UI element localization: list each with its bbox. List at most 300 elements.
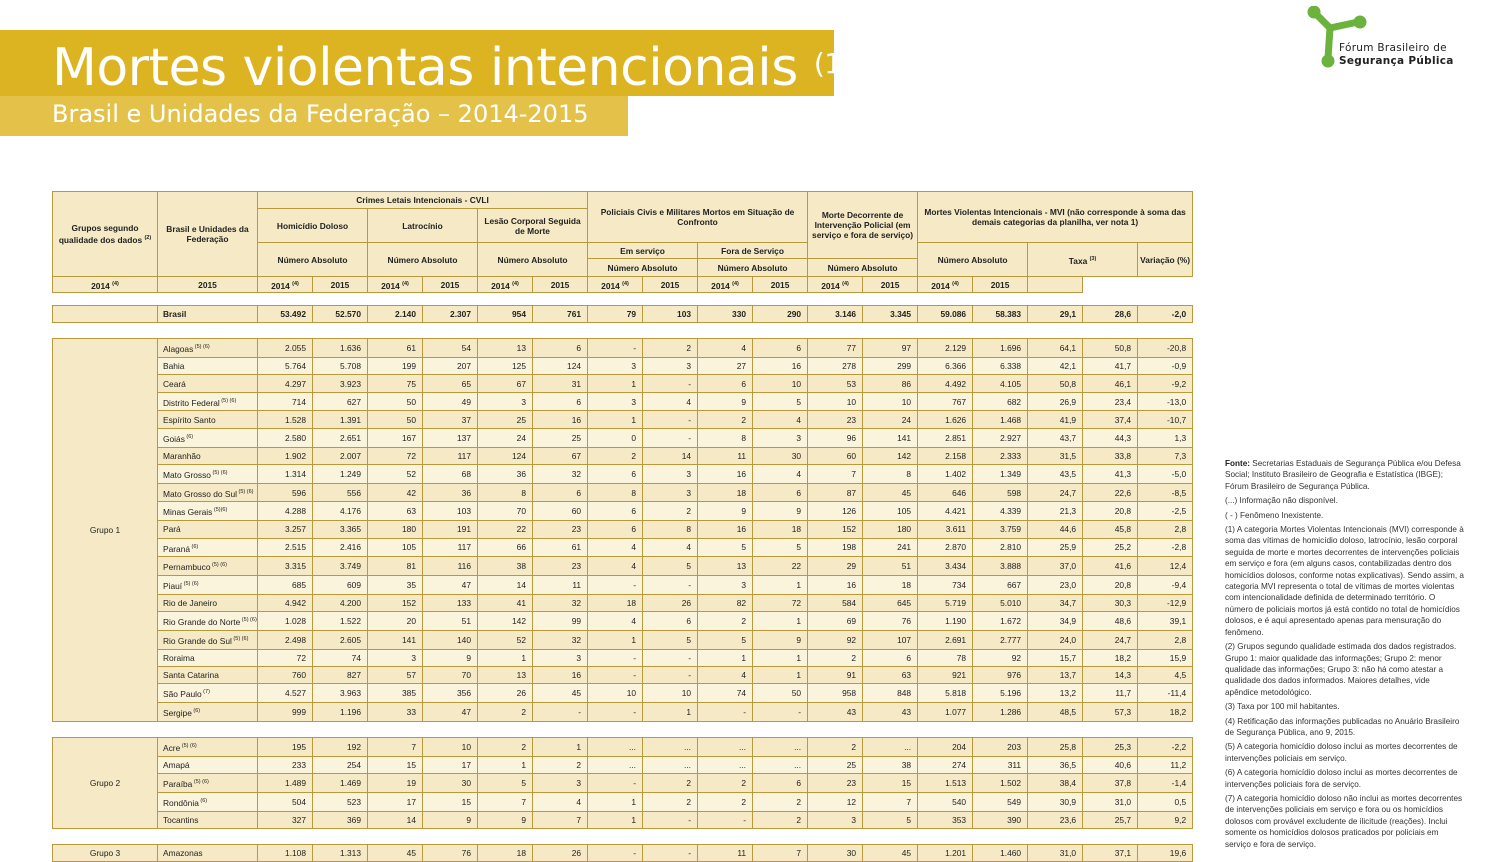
uf-note: (5) (6) [182, 581, 199, 588]
header-year-2015: 2015 [643, 277, 698, 293]
uf-cell: Rio Grande do Norte $^{(5) (6)}$ [158, 612, 258, 631]
header-em-servico: Em serviço [588, 243, 698, 259]
value-cell: -2,5 [1138, 502, 1193, 521]
value-cell: 92 [973, 649, 1028, 666]
table-row [53, 502, 1193, 521]
value-cell: 65 [423, 375, 478, 392]
value-cell: 28,6 [1083, 306, 1138, 323]
value-cell: 1.349 [973, 464, 1028, 483]
value-cell: 105 [368, 538, 423, 557]
value-cell: 7 [478, 792, 533, 811]
value-cell: 3 [533, 774, 588, 793]
value-cell: 43,5 [1028, 464, 1083, 483]
value-cell: 16 [698, 464, 753, 483]
value-cell: 13,2 [1028, 684, 1083, 703]
value-cell: 2.691 [918, 631, 973, 650]
value-cell: ... [863, 738, 918, 757]
value-cell: 646 [918, 483, 973, 502]
table-row [53, 811, 1193, 828]
value-cell: 142 [863, 447, 918, 464]
value-cell: 72 [258, 649, 313, 666]
value-cell: 74 [698, 684, 753, 703]
value-cell: 3.365 [313, 521, 368, 538]
value-cell: 2 [478, 738, 533, 757]
value-cell: 627 [313, 392, 368, 411]
note-item: (5) A categoria homicídio doloso inclui as mortes decorrentes de intervenções policiais em serviço. [1225, 742, 1458, 763]
value-cell: 57 [368, 667, 423, 684]
value-cell: 44,3 [1083, 428, 1138, 447]
value-cell: 46,1 [1083, 375, 1138, 392]
value-cell: 26 [478, 684, 533, 703]
value-cell: 4.492 [918, 375, 973, 392]
value-cell: 13 [478, 339, 533, 358]
value-cell: - [588, 703, 643, 722]
notes [1225, 458, 1465, 853]
uf-note: (5) (6) [210, 562, 227, 569]
value-cell: - [643, 811, 698, 828]
table-row [53, 703, 1193, 722]
value-cell: 1.249 [313, 464, 368, 483]
header-mvi-abs: Número Absoluto [918, 243, 1028, 277]
value-cell: 14,3 [1083, 667, 1138, 684]
header-year-2015: 2015 [158, 277, 258, 293]
value-cell: 41,7 [1083, 358, 1138, 375]
value-cell: 16 [533, 667, 588, 684]
value-cell: 2 [643, 339, 698, 358]
value-cell: 18,2 [1083, 649, 1138, 666]
table-row [53, 538, 1193, 557]
value-cell: 52 [368, 464, 423, 483]
value-cell: 682 [973, 392, 1028, 411]
value-cell: 52 [478, 631, 533, 650]
value-cell: 24,0 [1028, 631, 1083, 650]
value-cell: 48,6 [1083, 612, 1138, 631]
value-cell: 2 [808, 738, 863, 757]
value-cell: 22 [753, 557, 808, 576]
value-cell: 82 [698, 594, 753, 611]
header-year-2015: 2015 [863, 277, 918, 293]
value-cell: -2,2 [1138, 738, 1193, 757]
value-cell: 29 [808, 557, 863, 576]
note-item: (...) Informação não disponível. [1225, 496, 1338, 506]
value-cell: 72 [368, 447, 423, 464]
uf-cell: Roraima [158, 649, 258, 666]
value-cell: 2.140 [368, 306, 423, 323]
group-cell: Grupo 2 [53, 738, 158, 829]
value-cell: 25 [533, 428, 588, 447]
value-cell: 69 [808, 612, 863, 631]
header-lesao: Lesão Corporal Seguida de Morte [478, 209, 588, 243]
value-cell: 92 [808, 631, 863, 650]
value-cell: 17 [423, 756, 478, 773]
value-cell: 233 [258, 756, 313, 773]
value-cell: 1 [478, 756, 533, 773]
value-cell: - [588, 845, 643, 862]
value-cell: 18 [698, 483, 753, 502]
value-cell: 1.469 [313, 774, 368, 793]
table-gap [53, 829, 1193, 845]
value-cell: 921 [918, 667, 973, 684]
value-cell: 87 [808, 483, 863, 502]
table-row [53, 392, 1193, 411]
header-grupos: Grupos segundo qualidade dos dados $^{(2)}$ [53, 192, 158, 277]
table-row [53, 738, 1193, 757]
value-cell: 31,0 [1083, 792, 1138, 811]
value-cell: 43 [808, 703, 863, 722]
table-row [53, 375, 1193, 392]
value-cell: 27 [698, 358, 753, 375]
value-cell: 4.339 [973, 502, 1028, 521]
value-cell: 4 [643, 392, 698, 411]
value-cell: 2 [478, 703, 533, 722]
table-row [53, 358, 1193, 375]
value-cell: 26 [533, 845, 588, 862]
value-cell: 1 [753, 612, 808, 631]
value-cell: ... [698, 756, 753, 773]
value-cell: 7 [753, 845, 808, 862]
value-cell: 1.902 [258, 447, 313, 464]
page-subtitle: Brasil e Unidades da Federação – 2014-2015 [52, 100, 589, 128]
table-row [53, 612, 1193, 631]
value-cell: 15,7 [1028, 649, 1083, 666]
value-cell: 1.489 [258, 774, 313, 793]
value-cell: 41 [478, 594, 533, 611]
value-cell: 714 [258, 392, 313, 411]
value-cell: 3 [643, 358, 698, 375]
value-cell: 32 [533, 631, 588, 650]
value-cell: 2 [698, 612, 753, 631]
value-cell: 6 [753, 774, 808, 793]
value-cell: 767 [918, 392, 973, 411]
table-row [53, 447, 1193, 464]
uf-note: (5)(6) [212, 507, 228, 514]
value-cell: 1.626 [918, 411, 973, 428]
value-cell: 241 [863, 538, 918, 557]
header-cvli: Crimes Letais Intencionais - CVLI [258, 192, 588, 209]
value-cell: 53 [808, 375, 863, 392]
value-cell: 47 [423, 576, 478, 595]
header-policiais: Policiais Civis e Militares Mortos em Situação de Confronto [588, 192, 808, 243]
value-cell: 3 [753, 428, 808, 447]
value-cell: 5 [753, 538, 808, 557]
value-cell: 15 [423, 792, 478, 811]
value-cell: 2.870 [918, 538, 973, 557]
value-cell: 2 [643, 774, 698, 793]
value-cell: 107 [863, 631, 918, 650]
value-cell: 7,3 [1138, 447, 1193, 464]
uf-cell: Sergipe $^{(6)}$ [158, 703, 258, 722]
value-cell: - [643, 428, 698, 447]
value-cell: 327 [258, 811, 313, 828]
value-cell: 180 [368, 521, 423, 538]
header-year-2014: 2014 $^{(4)}$ [368, 277, 423, 293]
value-cell: 25,8 [1028, 738, 1083, 757]
value-cell: 9 [698, 502, 753, 521]
value-cell: 17 [368, 792, 423, 811]
value-cell: 52.570 [313, 306, 368, 323]
uf-note: (5) (6) [237, 488, 254, 495]
note-item: (1) A categoria Mortes Violentas Intencionais (MVI) corresponde à soma das vítimas de homicídio doloso, latrocínio, lesão corporal seguida de morte e mortes decorrentes de intervenções policiais em serviço e fora (em alguns casos, contabilizadas dentro dos homicídios dolosos, conforme notas explicativas). Sendo assim, a categoria MVI representa o total de vítimas de mortes violentas com intencionalidade definida de determinado território. O número de policiais mortos já está contido no total de homicídios dolosos, e é aqui apresentado apenas para mensuração do fenômeno. [1225, 525, 1464, 637]
value-cell: 2 [643, 792, 698, 811]
value-cell: 66 [478, 538, 533, 557]
value-cell: - [588, 649, 643, 666]
mvi-table [52, 191, 1193, 862]
value-cell: 2.651 [313, 428, 368, 447]
value-cell: - [643, 667, 698, 684]
value-cell: 207 [423, 358, 478, 375]
table-row [53, 774, 1193, 793]
value-cell: 667 [973, 576, 1028, 595]
value-cell: 2,8 [1138, 521, 1193, 538]
value-cell: 2.498 [258, 631, 313, 650]
value-cell: ... [643, 738, 698, 757]
value-cell: 1.108 [258, 845, 313, 862]
value-cell: 1 [478, 649, 533, 666]
header-year-2015: 2015 [313, 277, 368, 293]
value-cell: 75 [368, 375, 423, 392]
value-cell: 4 [533, 792, 588, 811]
header-mvi: Mortes Violentas Intencionais - MVI (não corresponde à soma das demais categorias da planilha, ver nota 1) [918, 192, 1193, 243]
table-body [53, 293, 1193, 862]
note-item: (3) Taxa por 100 mil habitantes. [1225, 702, 1340, 712]
header-em-servico-abs: Número Absoluto [588, 259, 698, 277]
uf-note: (6) [184, 433, 194, 440]
uf-cell: Mato Grosso $^{(5) (6)}$ [158, 464, 258, 483]
uf-note: (5) (6) [180, 743, 197, 750]
value-cell: 142 [478, 612, 533, 631]
value-cell: 1.286 [973, 703, 1028, 722]
value-cell: 12 [808, 792, 863, 811]
value-cell: 10 [808, 392, 863, 411]
value-cell: 25,9 [1028, 538, 1083, 557]
value-cell: 60 [808, 447, 863, 464]
value-cell: 117 [423, 447, 478, 464]
value-cell: 140 [423, 631, 478, 650]
value-cell: 57,3 [1083, 703, 1138, 722]
value-cell: -12,9 [1138, 594, 1193, 611]
value-cell: 2.416 [313, 538, 368, 557]
value-cell: 5.818 [918, 684, 973, 703]
value-cell: 133 [423, 594, 478, 611]
value-cell: 41,6 [1083, 557, 1138, 576]
uf-cell: Paraná $^{(6)}$ [158, 538, 258, 557]
value-cell: 15,9 [1138, 649, 1193, 666]
value-cell: 37,4 [1083, 411, 1138, 428]
value-cell: 38,4 [1028, 774, 1083, 793]
value-cell: 97 [863, 339, 918, 358]
value-cell: 37,1 [1083, 845, 1138, 862]
value-cell: - [588, 774, 643, 793]
value-cell: 31,5 [1028, 447, 1083, 464]
value-cell: 45 [368, 845, 423, 862]
value-cell: 23,0 [1028, 576, 1083, 595]
value-cell: 30 [753, 447, 808, 464]
value-cell: 2.777 [973, 631, 1028, 650]
note-item: ( - ) Fenômeno Inexistente. [1225, 510, 1324, 520]
uf-cell: Rondônia $^{(6)}$ [158, 792, 258, 811]
value-cell: 1 [588, 811, 643, 828]
value-cell: 540 [918, 792, 973, 811]
header-year-2014: 2014 $^{(4)}$ [918, 277, 973, 293]
value-cell: 23 [533, 557, 588, 576]
value-cell: 14 [643, 447, 698, 464]
value-cell: 5.719 [918, 594, 973, 611]
value-cell: 198 [808, 538, 863, 557]
value-cell: 2.158 [918, 447, 973, 464]
table-row [53, 464, 1193, 483]
value-cell: 4 [588, 557, 643, 576]
value-cell: 734 [918, 576, 973, 595]
uf-note: (5) (6) [192, 779, 209, 786]
value-cell: 14 [368, 811, 423, 828]
value-cell: 356 [423, 684, 478, 703]
value-cell: 1.196 [313, 703, 368, 722]
value-cell: 4.176 [313, 502, 368, 521]
value-cell: -9,4 [1138, 576, 1193, 595]
value-cell: 16 [698, 521, 753, 538]
value-cell: 36 [478, 464, 533, 483]
value-cell: 13,7 [1028, 667, 1083, 684]
group-cell: Grupo 3 [53, 845, 158, 862]
value-cell: 1.513 [918, 774, 973, 793]
value-cell: - [643, 411, 698, 428]
value-cell: 4 [698, 667, 753, 684]
value-cell: 3 [643, 464, 698, 483]
header-year-2015: 2015 [753, 277, 808, 293]
value-cell: 4.421 [918, 502, 973, 521]
value-cell: 50 [368, 411, 423, 428]
title-note: (1) [813, 47, 853, 80]
group-cell: Grupo 1 [53, 339, 158, 722]
value-cell: 96 [808, 428, 863, 447]
value-cell: 1,3 [1138, 428, 1193, 447]
value-cell: 6 [533, 392, 588, 411]
value-cell: 36,5 [1028, 756, 1083, 773]
value-cell: 390 [973, 811, 1028, 828]
value-cell: 124 [533, 358, 588, 375]
table-row [53, 684, 1193, 703]
value-cell: 11 [698, 845, 753, 862]
value-cell: 1 [588, 792, 643, 811]
value-cell: 203 [973, 738, 1028, 757]
uf-note: (5) (6) [231, 636, 249, 643]
value-cell: 1.313 [313, 845, 368, 862]
value-cell: 44,6 [1028, 521, 1083, 538]
value-cell: 67 [478, 375, 533, 392]
value-cell: 6.338 [973, 358, 1028, 375]
uf-cell: Amazonas [158, 845, 258, 862]
uf-note: (6) [198, 797, 208, 804]
value-cell: 1 [533, 738, 588, 757]
value-cell: 39,1 [1138, 612, 1193, 631]
value-cell: 645 [863, 594, 918, 611]
value-cell: 330 [698, 306, 753, 323]
value-cell: 13 [698, 557, 753, 576]
value-cell: 2.307 [423, 306, 478, 323]
value-cell: 3 [533, 649, 588, 666]
value-cell: 152 [808, 521, 863, 538]
notes-fonte: Fonte: Secretarias Estaduais de Segurança Pública e/ou Defesa Social; Instituto Brasileiro de Geografia e Estatística (IBGE); Fórum Brasileiro de Segurança Pública. [1225, 459, 1461, 491]
value-cell: 15 [863, 774, 918, 793]
value-cell: 4.105 [973, 375, 1028, 392]
uf-cell: Rio de Janeiro [158, 594, 258, 611]
value-cell: 5 [698, 631, 753, 650]
value-cell: - [698, 811, 753, 828]
header-lesao-abs: Número Absoluto [478, 243, 588, 277]
value-cell: 369 [313, 811, 368, 828]
gap-cell [53, 293, 1193, 306]
uf-cell: Santa Catarina [158, 667, 258, 684]
value-cell: 23 [808, 411, 863, 428]
value-cell: - [588, 576, 643, 595]
value-cell: 6.366 [918, 358, 973, 375]
value-cell: 4.288 [258, 502, 313, 521]
value-cell: 4.942 [258, 594, 313, 611]
value-cell: 38 [478, 557, 533, 576]
table-row [53, 557, 1193, 576]
value-cell: 1.696 [973, 339, 1028, 358]
value-cell: 2 [643, 502, 698, 521]
table-row [53, 339, 1193, 358]
logo-line-2: Segurança Pública [1339, 55, 1454, 67]
table-row [53, 649, 1193, 666]
value-cell: 8 [698, 428, 753, 447]
uf-cell: Tocantins [158, 811, 258, 828]
value-cell: -13,0 [1138, 392, 1193, 411]
value-cell: 6 [753, 339, 808, 358]
value-cell: 61 [533, 538, 588, 557]
value-cell: 2 [588, 447, 643, 464]
value-cell: 4 [588, 612, 643, 631]
header-year-2014: 2014 $^{(4)}$ [698, 277, 753, 293]
value-cell: 24 [863, 411, 918, 428]
value-cell: 3.963 [313, 684, 368, 703]
uf-cell: Distrito Federal $^{(5) (6)}$ [158, 392, 258, 411]
uf-note: (6) [190, 543, 199, 550]
value-cell: 167 [368, 428, 423, 447]
value-cell: 1.672 [973, 612, 1028, 631]
uf-cell: Rio Grande do Sul $^{(5) (6)}$ [158, 631, 258, 650]
value-cell: 26,9 [1028, 392, 1083, 411]
value-cell: ... [698, 738, 753, 757]
value-cell: 2.927 [973, 428, 1028, 447]
value-cell: 74 [313, 649, 368, 666]
value-cell: 2 [753, 792, 808, 811]
uf-cell: Maranhão [158, 447, 258, 464]
header-variacao: Variação (%) [1138, 243, 1193, 277]
value-cell: 3.923 [313, 375, 368, 392]
value-cell: 10 [588, 684, 643, 703]
uf-note: (5) (6) [219, 397, 237, 404]
value-cell: 1.460 [973, 845, 1028, 862]
value-cell: 105 [863, 502, 918, 521]
header-year-blank [1028, 277, 1083, 293]
value-cell: 30 [808, 845, 863, 862]
value-cell: 2 [698, 774, 753, 793]
value-cell: 1 [753, 649, 808, 666]
notes-items [1225, 495, 1465, 850]
value-cell: -9,2 [1138, 375, 1193, 392]
value-cell: 125 [478, 358, 533, 375]
value-cell: 23 [808, 774, 863, 793]
value-cell: 3.257 [258, 521, 313, 538]
table-row [53, 667, 1193, 684]
value-cell: -10,7 [1138, 411, 1193, 428]
value-cell: 37,8 [1083, 774, 1138, 793]
value-cell: -11,4 [1138, 684, 1193, 703]
table-row-brasil [53, 306, 1193, 323]
value-cell: 22 [478, 521, 533, 538]
